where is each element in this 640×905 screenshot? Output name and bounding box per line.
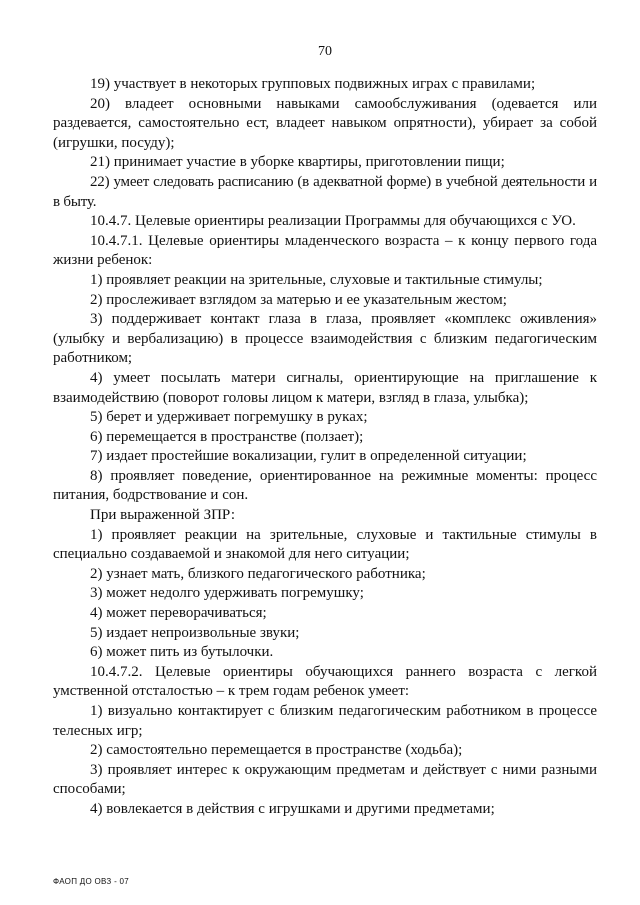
paragraph: 2) узнает мать, близкого педагогического работника;: [90, 565, 426, 582]
paragraph: При выраженной ЗПР:: [90, 507, 235, 524]
page-number: 70: [318, 44, 332, 59]
paragraph: 1) визуально контактирует с близким педагогическим работником в процессе телесных игр;: [53, 703, 597, 739]
page-body: [53, 75, 597, 820]
paragraph: 4) умеет посылать матери сигналы, ориентирующие на приглашение к взаимодействию (поворот головы лицом к матери, взгляд в глаза, улыбка);: [53, 369, 597, 406]
paragraph: 6) перемещается в пространстве (ползает);: [90, 428, 364, 445]
paragraph: 3) проявляет интерес к окружающим предметам и действует с ними разными способами;: [53, 761, 597, 798]
paragraph: 2) прослеживает взглядом за матерью и ее указательным жестом;: [90, 291, 507, 308]
paragraph: 22) умеет следовать расписанию (в адекватной форме) в учебной деятельности и в быту.: [53, 173, 597, 210]
paragraph: 19) участвует в некоторых групповых подвижных играх с правилами;: [90, 76, 536, 92]
document-footer: ФАОП ДО ОВЗ - 07: [53, 877, 130, 886]
paragraph: 2) самостоятельно перемещается в пространстве (ходьба);: [90, 742, 463, 759]
section-heading: 10.4.7. Целевые ориентиры реализации Программы для обучающихся с УО.: [90, 213, 576, 230]
paragraph: 1) проявляет реакции на зрительные, слуховые и тактильные стимулы;: [90, 271, 543, 288]
paragraph: 6) может пить из бутылочки.: [90, 644, 274, 661]
subsection-heading: 10.4.7.1. Целевые ориентиры младенческого возраста – к концу первого года жизни ребенок:: [53, 232, 597, 269]
paragraph: 1) проявляет реакции на зрительные, слуховые и тактильные стимулы в специально создаваемой и знакомой для него ситуации;: [53, 526, 597, 563]
paragraph: 4) может переворачиваться;: [90, 605, 267, 622]
paragraph: 5) издает непроизвольные звуки;: [90, 624, 300, 641]
paragraph: 7) издает простейшие вокализации, гулит в определенной ситуации;: [90, 448, 527, 465]
paragraph: 21) принимает участие в уборке квартиры, приготовлении пищи;: [90, 154, 505, 171]
paragraph: 20) владеет основными навыками самообслуживания (одевается или раздевается, самостоятельно ест, владеет навыком опрятности), убирает за собой (игрушки, посуду);: [53, 95, 597, 151]
paragraph: 4) вовлекается в действия с игрушками и другими предметами;: [90, 800, 495, 817]
paragraph: 8) проявляет поведение, ориентированное на режимные моменты: процесс питания, бодрствование и сон.: [53, 467, 597, 504]
paragraph: 5) берет и удерживает погремушку в руках;: [90, 409, 368, 426]
paragraph: 3) может недолго удерживать погремушку;: [90, 585, 364, 602]
paragraph: 3) поддерживает контакт глаза в глаза, проявляет «комплекс оживления» (улыбку и вербализацию) в процессе взаимодействия с близким педагогическим работником;: [53, 311, 597, 367]
subsection-heading: 10.4.7.2. Целевые ориентиры обучающихся раннего возраста с легкой умственной отсталостью – к трем годам ребенок умеет:: [53, 663, 597, 700]
